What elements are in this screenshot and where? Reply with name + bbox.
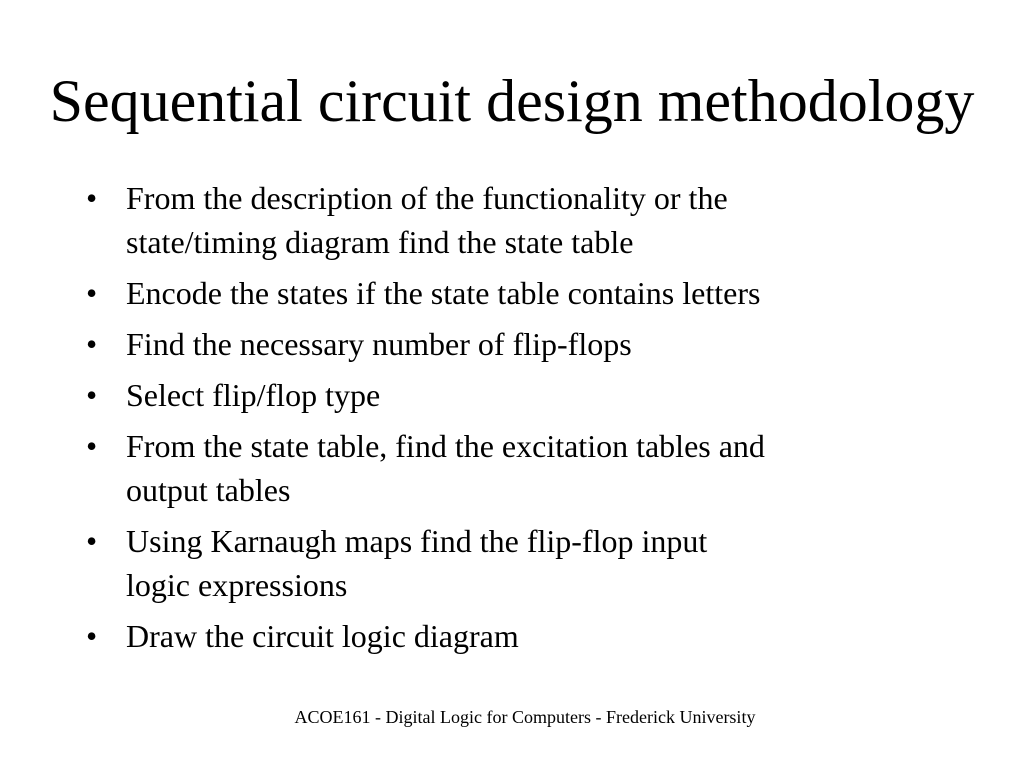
bullet-marker: •	[86, 428, 98, 464]
slide-title: Sequential circuit design methodology	[49, 68, 975, 134]
bullet-marker: •	[86, 326, 98, 362]
bullet-item	[86, 322, 946, 366]
bullet-marker: •	[86, 523, 98, 559]
bullet-item	[86, 424, 946, 512]
bullet-marker: •	[86, 180, 98, 216]
slide-footer: ACOE161 - Digital Logic for Computers - Frederick University	[294, 707, 756, 727]
bullet-text-line: Find the necessary number of flip-flops	[126, 326, 632, 362]
bullet-text-line: output tables	[126, 472, 291, 508]
bullet-item	[86, 373, 946, 417]
bullet-text-line: state/timing diagram find the state table	[126, 224, 634, 260]
bullet-item	[86, 271, 946, 315]
bullet-marker: •	[86, 377, 98, 413]
bullet-marker: •	[86, 618, 98, 654]
bullet-text-line: From the state table, find the excitation tables and	[126, 428, 765, 464]
bullet-text-line: From the description of the functionality or the	[126, 180, 728, 216]
bullet-item	[86, 519, 946, 607]
bullet-text-line: Encode the states if the state table contains letters	[126, 275, 761, 311]
bullet-text-line: logic expressions	[126, 567, 348, 603]
bullet-marker: •	[86, 275, 98, 311]
bullet-text-line: Draw the circuit logic diagram	[126, 618, 519, 654]
bullet-item	[86, 176, 946, 264]
bullet-text-line: Select flip/flop type	[126, 377, 381, 413]
bullet-list	[86, 176, 946, 665]
bullet-text-line: Using Karnaugh maps find the flip-flop input	[126, 523, 708, 559]
bullet-item	[86, 614, 946, 658]
